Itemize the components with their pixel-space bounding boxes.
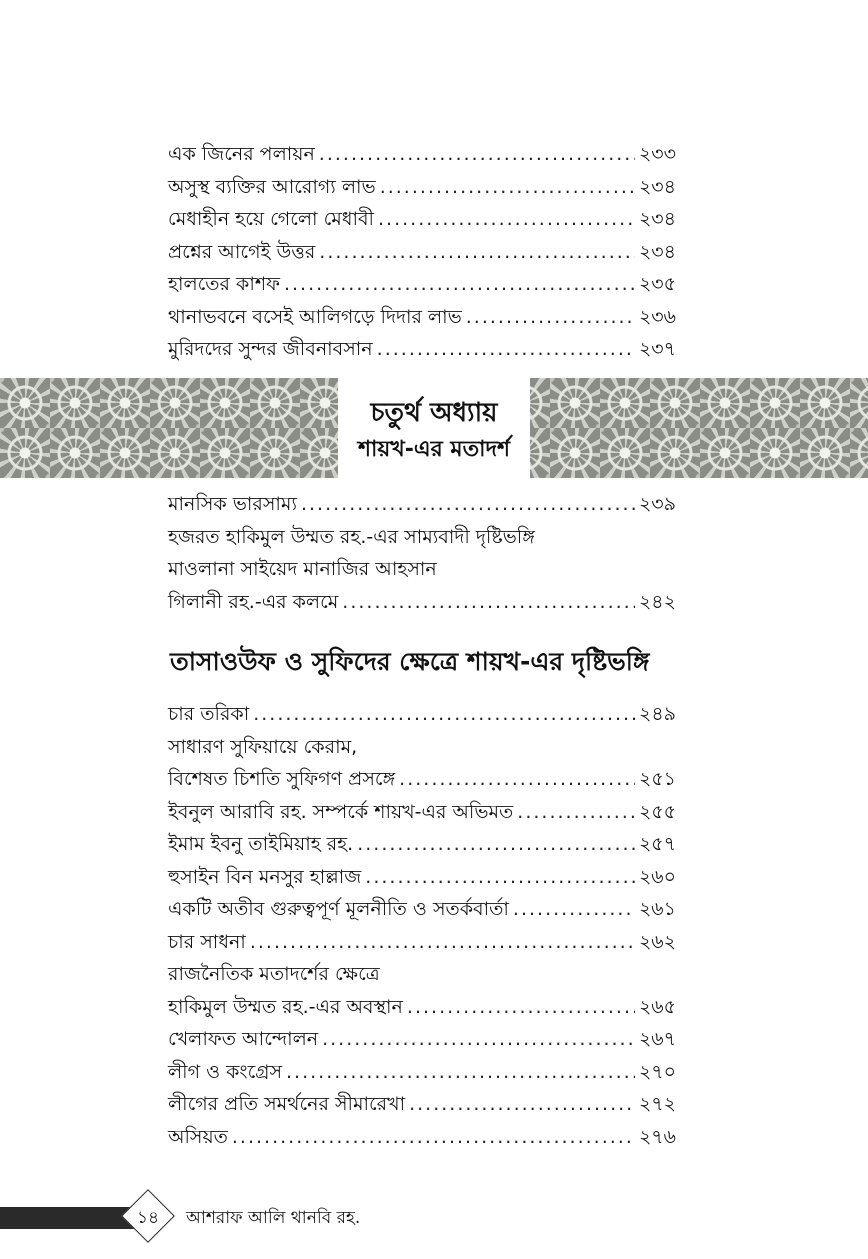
toc-entry-title: ইমাম ইবনু তাইমিয়াহ রহ. xyxy=(168,833,354,855)
toc-entry xyxy=(168,1056,676,1089)
toc-entry-page: ২৩৯ xyxy=(638,493,676,515)
toc-entry-page: ২৩৩ xyxy=(638,143,676,165)
toc-entry-page: ২৭৬ xyxy=(638,1125,676,1148)
toc-entry-title: মেধাহীন হয়ে গেলো মেধাবী xyxy=(168,208,374,230)
toc-leader-dots xyxy=(286,1056,635,1089)
toc-entry-title: অসুস্থ ব্যক্তির আরোগ্য লাভ xyxy=(168,175,376,198)
running-title: আশরাফ আলি থানবি রহ. xyxy=(186,1208,361,1228)
toc-leader-dots xyxy=(409,1088,635,1121)
toc-list-bottom xyxy=(168,698,676,1153)
toc-entry xyxy=(168,893,676,926)
chapter-banner xyxy=(0,378,868,478)
toc-entry-page: ২৩৫ xyxy=(638,273,676,295)
toc-entry-title: থানাভবনে বসেই আলিগড়ে দিদার লাভ xyxy=(168,305,462,328)
toc-entry-page: ২৩৭ xyxy=(638,338,676,360)
toc-entry-page: ২৩৬ xyxy=(638,305,676,328)
chapter-subheading: শায়খ-এর মতাদর্শ xyxy=(357,437,511,462)
toc-leader-dots xyxy=(250,926,635,959)
toc-entry-title: লীগ ও কংগ্রেস xyxy=(168,1060,282,1083)
toc-entry-page: ২৩৪ xyxy=(638,208,676,230)
toc-entry-page: ২৬৫ xyxy=(638,995,676,1018)
toc-entry-page: ২৬০ xyxy=(638,865,676,888)
toc-entry-title: চার সাধনা xyxy=(168,930,246,953)
toc-entry xyxy=(168,236,676,269)
toc-entry-page: ২৩৪ xyxy=(638,175,676,198)
toc-entry xyxy=(168,1023,676,1056)
toc-entry-page: ২৬৭ xyxy=(638,1028,676,1050)
toc-entry-page: ২৫১ xyxy=(638,768,676,790)
toc-entry-title: খেলাফত আন্দোলন xyxy=(168,1028,319,1050)
toc-entry-page: ২৩৪ xyxy=(638,240,676,263)
toc-entry xyxy=(168,763,676,796)
toc-leader-dots xyxy=(319,236,635,269)
toc-list-middle xyxy=(168,488,676,618)
section-heading: তাসাওউফ ও সুফিদের ক্ষেত্রে শায়খ-এর দৃষ্টিভঙ্গি xyxy=(170,647,650,676)
toc-entry-title: লীগের প্রতি সমর্থনের সীমারেখা xyxy=(168,1093,406,1115)
toc-entry xyxy=(168,991,676,1024)
page-footer xyxy=(0,1193,868,1243)
toc-entry-title: চার তরিকা xyxy=(168,703,250,725)
toc-entry-page: ২৭২ xyxy=(638,1093,676,1115)
toc-entry-page: ২৫৫ xyxy=(638,800,676,823)
toc-entry xyxy=(168,861,676,894)
toc-entry xyxy=(168,301,676,334)
toc-leader-dots xyxy=(253,698,635,731)
toc-list-top xyxy=(168,138,676,366)
toc-entry xyxy=(168,698,676,731)
toc-leader-dots xyxy=(342,586,635,619)
toc-leader-dots xyxy=(232,1121,635,1154)
toc-entry-title: মানসিক ভারসাম্য xyxy=(168,493,297,515)
chapter-heading: চতুর্থ অধ্যায় xyxy=(370,398,498,428)
toc-entry xyxy=(168,521,676,554)
toc-entry xyxy=(168,1088,676,1121)
toc-leader-dots xyxy=(357,828,635,861)
toc-entry-title: হজরত হাকিমুল উম্মত রহ.-এর সাম্যবাদী দৃষ্টিভঙ্গি xyxy=(168,525,535,548)
toc-leader-dots xyxy=(322,1023,635,1056)
toc-entry-title: প্রশ্নের আগেই উত্তর xyxy=(168,240,316,263)
toc-entry xyxy=(168,586,676,619)
toc-entry-page: ২৭০ xyxy=(638,1060,676,1083)
toc-leader-dots xyxy=(517,796,635,829)
toc-entry-page: ২৪৯ xyxy=(638,703,676,725)
toc-entry-page: ২৬১ xyxy=(638,898,676,920)
toc-leader-dots xyxy=(380,171,635,204)
toc-leader-dots xyxy=(399,763,635,796)
toc-entry-title: অসিয়ত xyxy=(168,1125,228,1148)
toc-leader-dots xyxy=(319,138,635,171)
toc-entry xyxy=(168,731,676,764)
toc-leader-dots xyxy=(407,991,635,1024)
toc-leader-dots xyxy=(377,333,635,366)
toc-entry-title: এক জিনের পলায়ন xyxy=(168,143,315,165)
toc-entry xyxy=(168,553,676,586)
page-number: ১৪ xyxy=(136,1208,160,1228)
toc-entry-title: একটি অতীব গুরুত্বপূর্ণ মূলনীতি ও সতর্কবার্তা xyxy=(168,898,509,920)
toc-entry xyxy=(168,138,676,171)
toc-entry xyxy=(168,171,676,204)
toc-leader-dots xyxy=(301,488,635,521)
toc-entry-title: হাকিমুল উম্মত রহ.-এর অবস্থান xyxy=(168,995,403,1018)
toc-entry-page: ২৫৭ xyxy=(638,833,676,855)
toc-entry xyxy=(168,203,676,236)
toc-leader-dots xyxy=(284,268,635,301)
toc-leader-dots xyxy=(466,301,635,334)
toc-entry xyxy=(168,1121,676,1154)
toc-entry-title: মুরিদদের সুন্দর জীবনাবসান xyxy=(168,338,373,360)
toc-entry xyxy=(168,926,676,959)
toc-entry-title: হালতের কাশফ xyxy=(168,273,280,295)
toc-entry xyxy=(168,828,676,861)
toc-leader-dots xyxy=(378,203,635,236)
toc-entry xyxy=(168,268,676,301)
toc-entry-page: ২৪২ xyxy=(638,590,676,613)
toc-entry xyxy=(168,958,676,991)
toc-entry xyxy=(168,333,676,366)
toc-entry-title: মাওলানা সাইয়েদ মানাজির আহসান xyxy=(168,558,437,580)
toc-entry xyxy=(168,796,676,829)
toc-entry-title: হুসাইন বিন মনসুর হাল্লাজ xyxy=(168,865,362,888)
toc-entry-title: ইবনুল আরাবি রহ. সম্পর্কে শায়খ-এর অভিমত xyxy=(168,800,514,823)
toc-entry-title: বিশেষত চিশতি সুফিগণ প্রসঙ্গে xyxy=(168,768,396,790)
toc-entry-title: সাধারণ সুফিয়ায়ে কেরাম, xyxy=(168,735,358,758)
toc-entry-title: গিলানী রহ.-এর কলমে xyxy=(168,590,339,613)
toc-leader-dots xyxy=(513,893,635,926)
toc-leader-dots xyxy=(365,861,635,894)
toc-entry-title: রাজনৈতিক মতাদর্শের ক্ষেত্রে xyxy=(168,963,380,985)
toc-entry xyxy=(168,488,676,521)
toc-entry-page: ২৬২ xyxy=(638,930,676,953)
